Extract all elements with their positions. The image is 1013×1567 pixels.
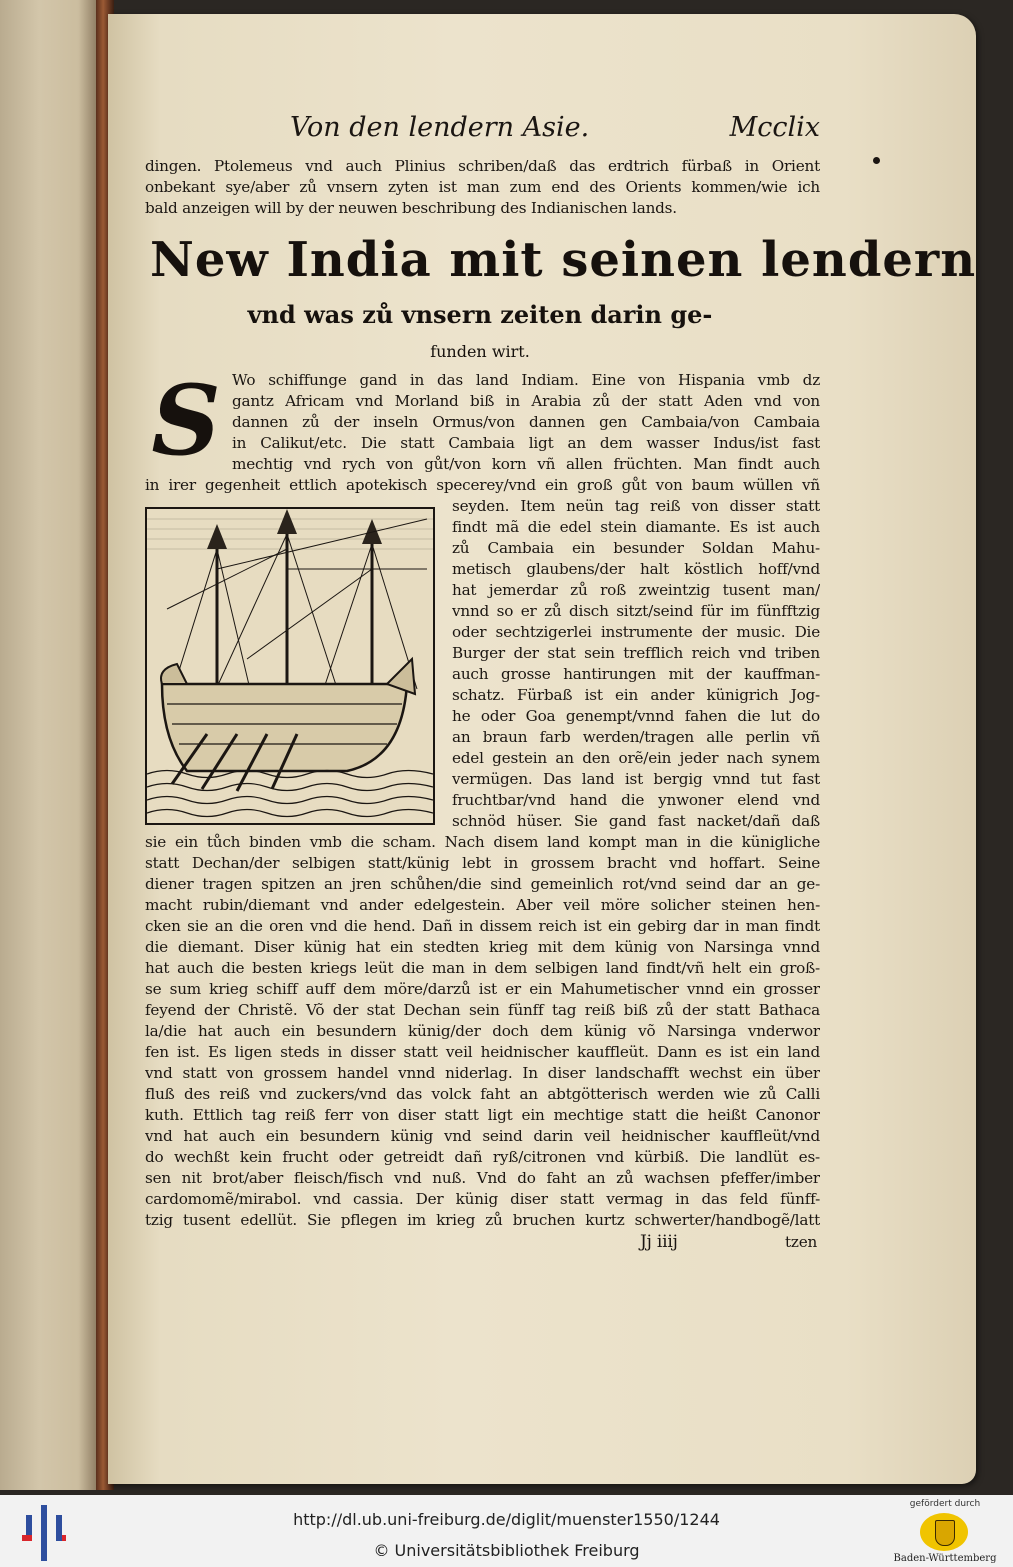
folio-number: Mcclix — [729, 112, 820, 143]
text-line: bald anzeigen will by der neuwen beschribung des Indianischen lands. — [145, 199, 677, 217]
text-line: kuth. Ettlich tag reiß ferr von diser statt ligt ein mechtige statt die heißt Canonor — [145, 1106, 820, 1124]
text-line: do wechßt kein frucht oder getreidt dañ ryß/citronen vnd kürbiß. Die landlüt es- — [145, 1148, 820, 1166]
chapter-subtitle: vnd was zů vnsern zeiten darin ge- — [247, 300, 713, 329]
paragraph-full-width — [145, 832, 820, 1231]
text-line: edel gestein an den orẽ/ein jeder nach synem — [452, 749, 820, 767]
text-line: sen nit brot/aber fleisch/fisch vnd nuß. Vnd do faht an zů wachsen pfeffer/imber — [145, 1169, 820, 1187]
ship-woodcut-image — [147, 509, 433, 823]
text-line: vnd hat auch ein besundern künig vnd seind darin veil heidnischer kauffleüt/vnd — [145, 1127, 820, 1145]
text-line: he oder Goa genempt/vnnd fahen die lut do — [452, 707, 820, 725]
chapter-title: New India mit seinen lendern — [150, 232, 977, 288]
text-line: findt mã die edel stein diamante. Es ist auch — [452, 518, 820, 536]
text-line: statt Dechan/der selbigen statt/künig lebt in grossem bracht vnd hoffart. Seine — [145, 854, 820, 872]
text-line: gantz Africam vnd Morland biß in Arabia zů der statt Aden vnd von — [232, 392, 820, 410]
text-line: fluß des reiß vnd zuckers/vnd das volck faht an abtgötterisch werden wie zů Calli — [145, 1085, 820, 1103]
text-line: die diemant. Diser künig hat ein stedten krieg mit dem künig von Narsinga vnnd — [145, 938, 820, 956]
funding-state-name: Baden-Württemberg — [893, 1553, 997, 1564]
paragraph-beside-illustration — [452, 496, 820, 832]
text-line: dingen. Ptolemeus vnd auch Plinius schriben/daß das erdtrich fürbaß in Orient — [145, 157, 820, 175]
text-line: feyend der Christẽ. Võ der stat Dechan sein fünff tag reiß biß zů der statt Bathaca — [145, 1001, 820, 1019]
text-line: fruchtbar/vnd hand die ynwoner elend vnd — [452, 791, 820, 809]
text-line: schatz. Fürbaß ist ein ander künigrich Jog- — [452, 686, 820, 704]
text-line: vermügen. Das land ist bergig vnnd tut fast — [452, 770, 820, 788]
text-line: sie ein tůch binden vmb die scham. Nach disem land kompt man in die künigliche — [145, 833, 820, 851]
text-line: dannen zů der inseln Ormus/von dannen gen Cambaia/von Cambaia — [232, 413, 820, 431]
text-line: se sum krieg schiff auff dem möre/darzů ist er ein Mahumetischer vnnd ein grosser — [145, 980, 820, 998]
intro-paragraph — [145, 156, 820, 219]
full-line — [145, 475, 820, 496]
chapter-subtitle-continuation: funden wirt. — [430, 342, 530, 361]
ink-dot — [873, 157, 880, 164]
text-line: in irer gegenheit ettlich apotekisch specerey/vnd ein groß gůt von baum wüllen vñ — [145, 476, 820, 494]
text-line: oder sechtzigerlei instrumente der music. Die — [452, 623, 820, 641]
text-line: fen ist. Es ligen steds in disser statt veil heidnischer kauffleüt. Dann es ist ein land — [145, 1043, 820, 1061]
running-header — [290, 112, 820, 152]
coat-of-arms-shield-icon — [935, 1520, 955, 1546]
copyright-notice: © Universitätsbibliothek Freiburg — [373, 1541, 640, 1560]
running-title: Von den lendern Asie. — [290, 112, 590, 143]
decorated-initial: S — [151, 364, 221, 477]
catchword: tzen — [785, 1233, 818, 1251]
text-line: in Calikut/etc. Die statt Cambaia ligt an dem wasser Indus/ist fast — [232, 434, 820, 452]
text-line: onbekant sye/aber zů vnsern zyten ist man zum end des Orients kommen/wie ich — [145, 178, 820, 196]
text-line: vnd statt von grossem handel vnnd niderlag. In diser landschafft wechst ein über — [145, 1064, 820, 1082]
ship-woodcut-illustration — [145, 507, 435, 825]
previous-page-edge — [0, 0, 98, 1490]
text-line: seyden. Item neün tag reiß von disser statt — [452, 497, 820, 515]
text-line: cken sie an die oren vnd die hend. Dañ in dissem reich ist ein gebirg dar in man findt — [145, 917, 820, 935]
text-line: hat auch die besten kriegs leüt die man in dem selbigen land findt/vñ helt ein groß- — [145, 959, 820, 977]
text-line: la/die hat auch ein besundern künig/der doch dem künig võ Narsinga vnderwor — [145, 1022, 820, 1040]
text-line: hat jemerdar zů roß zweintzig tusent man/ — [452, 581, 820, 599]
text-line: auch grosse hantirungen mit der kauffman- — [452, 665, 820, 683]
text-line: an braun farb werden/tragen alle perlin vñ — [452, 728, 820, 746]
text-line: Wo schiffunge gand in das land Indiam. Eine von Hispania vmb dz — [232, 371, 820, 389]
text-line: mechtig vnd rych von gůt/von korn vñ allen früchten. Man findt auch — [232, 455, 820, 473]
text-line: Burger der stat sein trefflich reich vnd triben — [452, 644, 820, 662]
text-line: diener tragen spitzen an jren schůhen/die sind gemeinlich rot/vnd seind dar an ge- — [145, 875, 820, 893]
text-line: tzig tusent edellüt. Sie pflegen im krieg zů bruchen kurtz schwerter/handbogẽ/latt — [145, 1211, 820, 1229]
funding-label: gefördert durch — [909, 1499, 981, 1509]
text-line: macht rubin/diemant vnd ander edelgestein. Aber veil möre solicher steinen hen- — [145, 896, 820, 914]
funding-badge — [880, 1499, 1010, 1565]
permalink-url[interactable]: http://dl.ub.uni-freiburg.de/diglit/muenster1550/1244 — [293, 1510, 720, 1529]
text-line: cardomomẽ/mirabol. vnd cassia. Der künig diser statt vermag in das feld fünff- — [145, 1190, 820, 1208]
paragraph-with-initial — [232, 370, 820, 475]
text-line: metisch glaubens/der halt köstlich hoff/vnd — [452, 560, 820, 578]
signature-mark: Jj iiij — [640, 1232, 678, 1252]
text-line: zů Cambaia ein besunder Soldan Mahu- — [452, 539, 820, 557]
text-line: schnöd hüser. Sie gand fast nacket/dañ daß — [452, 812, 820, 830]
text-line: vnnd so er zů disch sitzt/seind für im fünfftzig — [452, 602, 820, 620]
